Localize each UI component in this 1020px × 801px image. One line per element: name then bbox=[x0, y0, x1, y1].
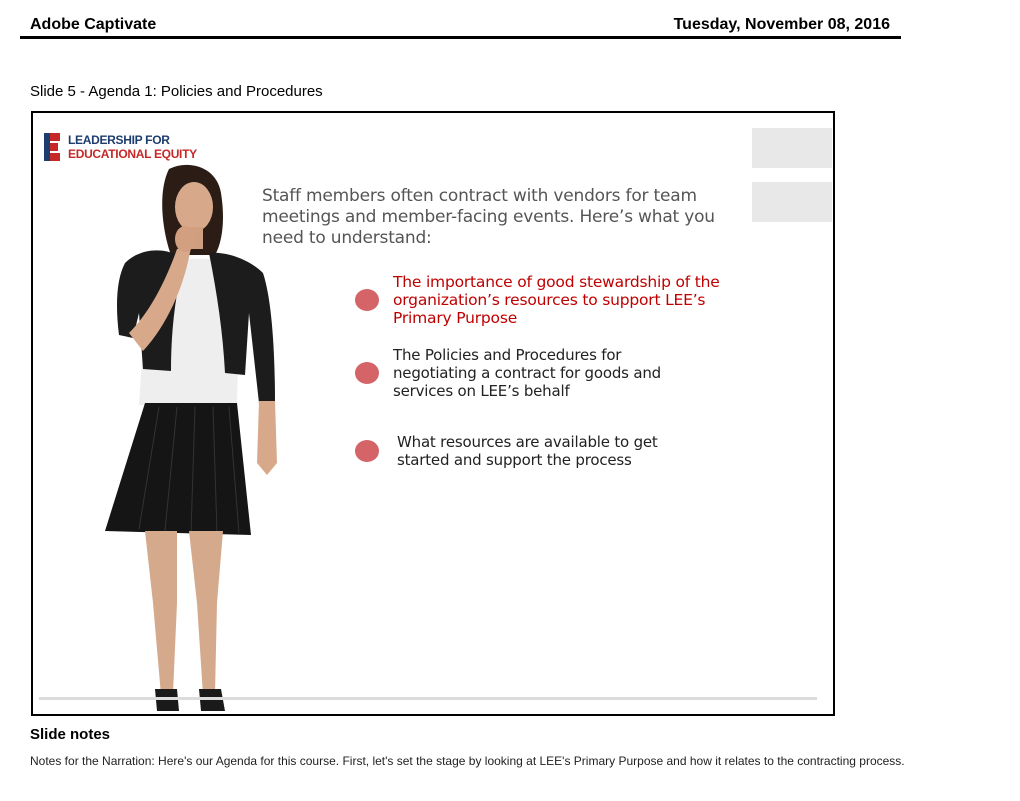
bullet-dot-icon bbox=[355, 440, 379, 462]
bullet-dot-icon bbox=[355, 362, 379, 384]
slide-nav-button-2[interactable] bbox=[752, 182, 832, 222]
agenda-item-text: What resources are available to get started and support the process bbox=[397, 433, 658, 469]
agenda-item-text: The importance of good stewardship of the organization’s resources to support LEE’s Primary Purpose bbox=[393, 273, 720, 327]
print-date: Tuesday, November 08, 2016 bbox=[673, 16, 890, 33]
lee-logo-icon bbox=[44, 133, 60, 161]
header-divider bbox=[20, 36, 901, 39]
playback-progress-bar[interactable] bbox=[39, 697, 817, 700]
agenda-item-resources bbox=[355, 433, 687, 469]
logo-line-1: LEADERSHIP FOR bbox=[68, 133, 170, 147]
intro-text: Staff members often contract with vendors for team meetings and member-facing events. Here’s what you need to understand: bbox=[262, 186, 715, 248]
slide-title: Slide 5 - Agenda 1: Policies and Procedures bbox=[30, 83, 323, 100]
organization-logo bbox=[44, 133, 197, 161]
slide-frame bbox=[31, 111, 835, 716]
notes-text: Notes for the Narration: Here's our Agenda for this course. First, let's set the stage by looking at LEE's Primary Purpose and how it relates to the contracting process. bbox=[30, 754, 905, 768]
agenda-item-text: The Policies and Procedures for negotiating a contract for goods and services on LEE’s behalf bbox=[393, 346, 661, 400]
agenda-item-stewardship bbox=[355, 273, 733, 327]
presenter-image bbox=[99, 163, 279, 713]
agenda-item-policies bbox=[355, 346, 693, 400]
notes-heading: Slide notes bbox=[30, 726, 111, 743]
slide-nav-button-1[interactable] bbox=[752, 128, 832, 168]
logo-line-2: EDUCATIONAL EQUITY bbox=[68, 147, 197, 161]
bullet-dot-icon bbox=[355, 289, 379, 311]
app-name: Adobe Captivate bbox=[30, 16, 157, 33]
